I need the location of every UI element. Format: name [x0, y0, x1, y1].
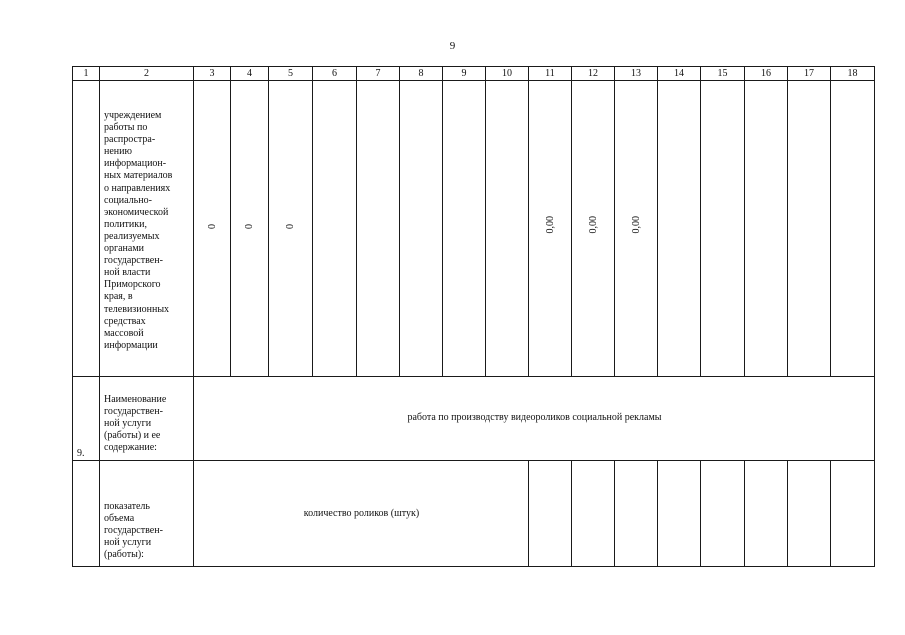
row-a-value-col13: 0,00 [630, 216, 642, 234]
row-a-cell-17 [787, 80, 831, 377]
row-b-content: работа по производству видеороликов социальной рекламы [407, 412, 662, 423]
header-cell-8: 8 [399, 66, 443, 81]
header-cell-7: 7 [356, 66, 400, 81]
row-c-cell-14 [657, 460, 701, 567]
row-c-number-cell [72, 460, 100, 567]
header-cell-18: 18 [830, 66, 875, 81]
row-a-cell-7 [356, 80, 400, 377]
row-a-cell-8 [399, 80, 443, 377]
row-a-cell-18 [830, 80, 875, 377]
header-cell-16: 16 [744, 66, 788, 81]
row-c-cell-18 [830, 460, 875, 567]
row-a-value-col3: 0 [206, 224, 218, 229]
header-cell-11: 11 [528, 66, 572, 81]
row-a-cell-14 [657, 80, 701, 377]
header-cell-13: 13 [614, 66, 658, 81]
row-c-cell-15 [700, 460, 745, 567]
row-a-cell-6 [312, 80, 357, 377]
header-cell-3: 3 [193, 66, 231, 81]
row-c-cell-16 [744, 460, 788, 567]
row-a-cell-16 [744, 80, 788, 377]
row-a-cell-1 [72, 80, 100, 377]
row-c-description: показатель объема государствен- ной услуги (работы): [104, 501, 163, 561]
header-cell-9: 9 [442, 66, 486, 81]
row-c-cell-12 [571, 460, 615, 567]
row-a-cell-15 [700, 80, 745, 377]
page-number: 9 [449, 40, 456, 52]
row-c-cell-13 [614, 460, 658, 567]
header-cell-12: 12 [571, 66, 615, 81]
row-a-value-col12: 0,00 [587, 216, 599, 234]
row-a-value-col4: 0 [244, 224, 255, 229]
header-cell-5: 5 [268, 66, 313, 81]
row-c-cell-17 [787, 460, 831, 567]
header-cell-15: 15 [700, 66, 745, 81]
row-a-value-col5: 0 [285, 224, 296, 229]
header-cell-10: 10 [485, 66, 529, 81]
row-c-cell-11 [528, 460, 572, 567]
header-cell-14: 14 [657, 66, 701, 81]
row-a-description: учреждением работы по распростра- нению информацион- ных материалов о направлениях социально- экономической политики, реализуемых органами государствен- ной власти Приморского края, в телевизионных средствах массовой информации [104, 110, 173, 351]
header-cell-1: 1 [72, 66, 100, 81]
row-b-number: 9. [77, 448, 85, 459]
row-b-description: Наименование государствен- ной услуги (работы) и ее содержание: [104, 394, 167, 454]
header-cell-2: 2 [99, 66, 194, 81]
row-a-cell-10 [485, 80, 529, 377]
row-a-value-col11: 0,00 [544, 216, 556, 234]
header-cell-17: 17 [787, 66, 831, 81]
header-cell-6: 6 [312, 66, 357, 81]
row-c-indicator: количество роликов (штук) [303, 508, 420, 519]
row-a-cell-9 [442, 80, 486, 377]
header-cell-4: 4 [230, 66, 269, 81]
